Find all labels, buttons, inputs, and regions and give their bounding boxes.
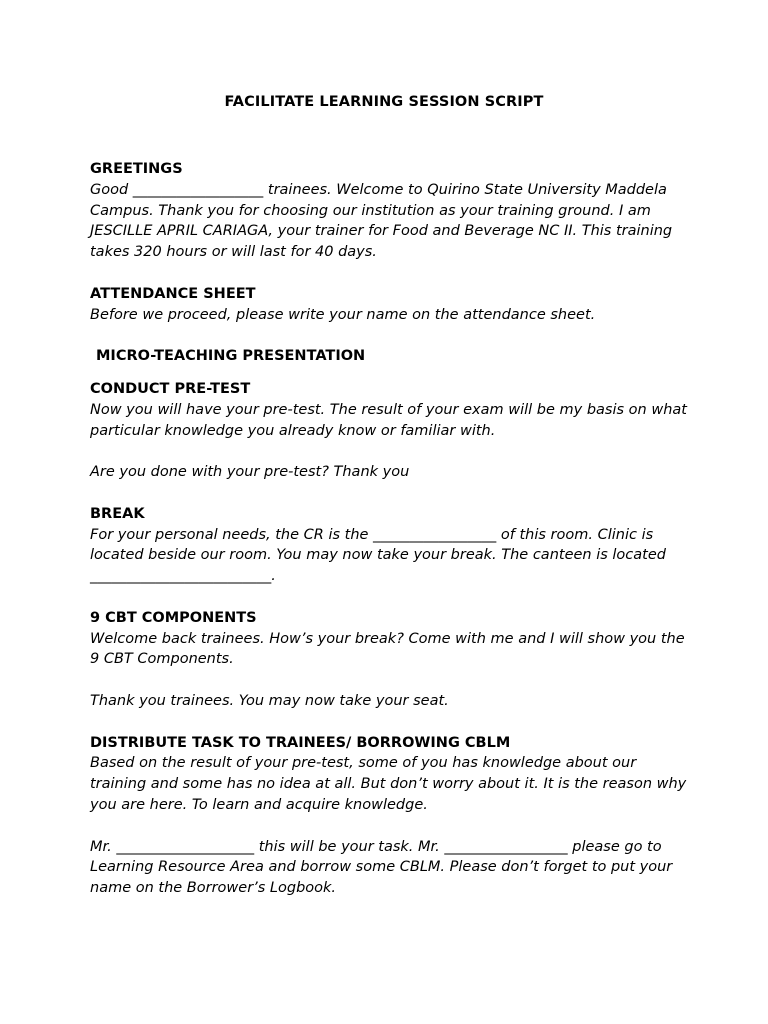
section-distribute-task [90, 733, 690, 899]
pre-test-paragraph-1: Now you will have your pre-test. The result of your exam will be my basis on what particular knowledge you already know or familiar with. [90, 401, 687, 439]
section-micro-teaching [90, 346, 690, 367]
cbt-components-paragraph-1: Welcome back trainees. How’s your break? Come with me and I will show you the 9 CBT Components. [90, 630, 685, 668]
section-pre-test [90, 379, 690, 483]
document-body [90, 159, 690, 899]
break-paragraph: For your personal needs, the CR is the _________________ of this room. Clinic is located beside our room. You may now take your break. The canteen is located _________________________. [90, 526, 666, 585]
section-break [90, 504, 690, 587]
spacer [90, 816, 690, 837]
spacer [90, 263, 690, 284]
section-cbt-components [90, 608, 690, 712]
spacer [90, 712, 690, 733]
distribute-task-paragraph-2: Mr. ___________________ this will be your task. Mr. _________________ please go to Learning Resource Area and borrow some CBLM. Please don’t forget to put your name on the Borrower’s Logbook. [90, 838, 673, 897]
section-heading-micro-teaching: MICRO-TEACHING PRESENTATION [96, 348, 366, 365]
section-heading-break: BREAK [90, 505, 145, 522]
section-heading-attendance: ATTENDANCE SHEET [90, 285, 256, 302]
spacer [90, 441, 690, 462]
section-heading-cbt-components: 9 CBT COMPONENTS [90, 609, 257, 626]
pre-test-paragraph-2: Are you done with your pre-test? Thank you [90, 464, 410, 481]
attendance-paragraph: Before we proceed, please write your name on the attendance sheet. [90, 306, 596, 323]
document-title: FACILITATE LEARNING SESSION SCRIPT [224, 94, 544, 110]
greetings-paragraph: Good __________________ trainees. Welcome to Quirino State University Maddela Campus. Thank you for choosing our institution as your training ground. I am JESCILLE APRIL CARIAGA, your trainer for Food and Beverage NC II. This training takes 320 hours or will last for 40 days. [90, 181, 673, 261]
section-heading-distribute-task: DISTRIBUTE TASK TO TRAINEES/ BORROWING CBLM [90, 734, 511, 751]
spacer [90, 367, 690, 379]
section-heading-greetings: GREETINGS [90, 161, 183, 177]
spacer [90, 325, 690, 346]
spacer [90, 587, 690, 608]
spacer [90, 670, 690, 691]
section-attendance [90, 284, 690, 326]
section-heading-pre-test: CONDUCT PRE-TEST [90, 380, 251, 397]
cbt-components-paragraph-2: Thank you trainees. You may now take your seat. [90, 692, 449, 709]
section-greetings [90, 159, 690, 263]
spacer [90, 483, 690, 504]
distribute-task-paragraph-1: Based on the result of your pre-test, some of you has knowledge about our training and some has no idea at all. But don’t worry about it. It is the reason why you are here. To learn and acquire knowledge. [90, 755, 687, 813]
